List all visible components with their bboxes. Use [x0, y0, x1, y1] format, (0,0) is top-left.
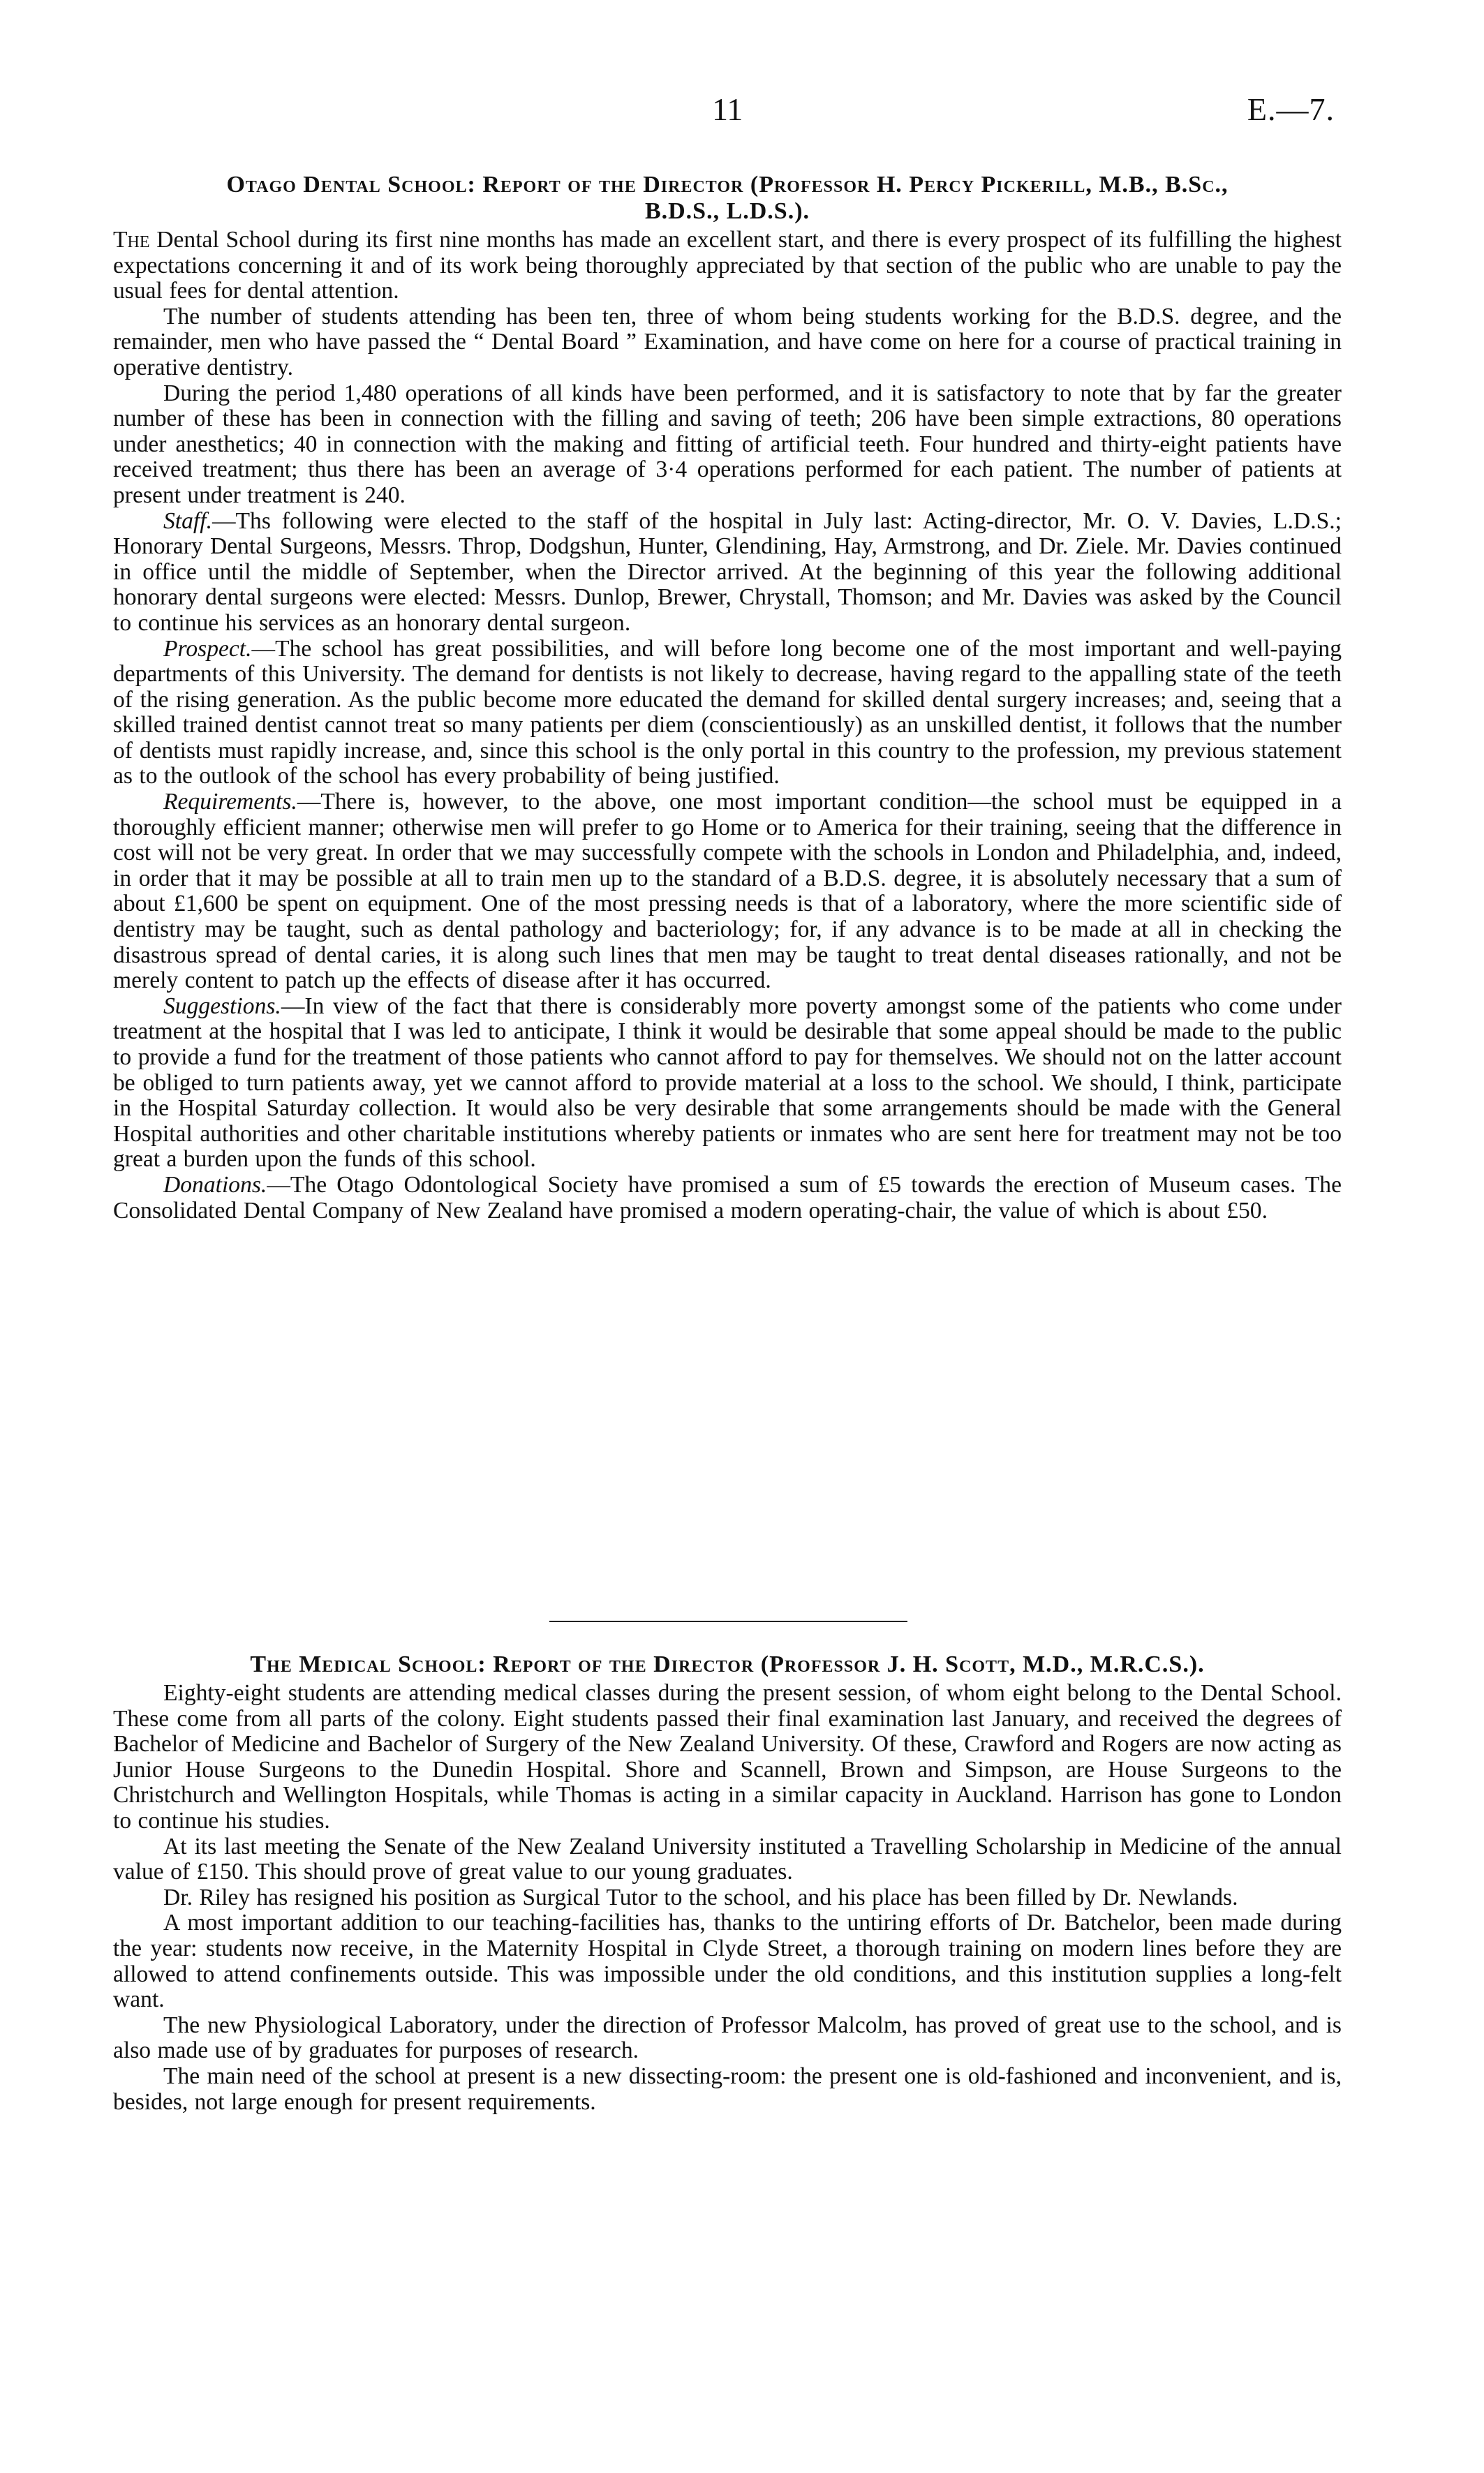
dental-school-report: [113, 172, 1342, 1224]
medical-report-title: [113, 1651, 1342, 1678]
prospect-text: —The school has great possibilities, and will before long become one of the most important and well-paying departments of this University. The demand for dentists is not likely to decrease, having regard to the appalling state of the teeth of the rising generation. As the public become more educated the demand for skilled dental surgery increases; and, seeing that a skilled trained dentist cannot treat so many patients per diem (conscientiously) as an unskilled dentist, it follows that the number of dentists must rapidly increase, and, since this school is the only portal in this country to the profession, my previous statement as to the outlook of the school has every probability of being justified.: [113, 635, 1342, 789]
document-reference: E.—7.: [1247, 91, 1335, 127]
requirements-heading: Requirements.: [163, 789, 297, 815]
medical-paragraph-1: Eighty-eight students are attending medical classes during the present session, of whom eight belong to the Dental School. These come from all parts of the colony. Eight students passed their final examination last January, and received the degrees of Bachelor of Medicine and Bachelor of Surgery of the New Zealand University. Of these, Crawford and Rogers are now acting as Junior House Surgeons to the Dunedin Hospital. Shore and Scannell, Brown and Simpson, are House Surgeons to the Christchurch and Wellington Hospitals, while Thomas is acting in a similar capacity in Auckland. Harrison has gone to London to continue his studies.: [113, 1680, 1342, 1834]
staff-heading: Staff.: [163, 507, 212, 534]
medical-paragraph-3: Dr. Riley has resigned his position as Surgical Tutor to the school, and his place has been filled by Dr. Newlands.: [163, 1884, 1238, 1910]
dental-title-line-2: B.D.S., L.D.S.).: [644, 198, 810, 224]
dental-lead-word: The: [113, 227, 150, 253]
dental-paragraph-1-text: Dental School during its first nine months has made an excellent start, and there is every prospect of its fulfilling the highest expectations concerning it and of its work being thoroughly appreciated by that section of the public who are unable to pay the usual fees for dental attention.: [113, 227, 1342, 304]
dental-report-title: [113, 172, 1342, 225]
dental-paragraph-1: [113, 228, 1342, 304]
suggestions-heading: Suggestions.: [163, 993, 281, 1019]
section-divider: [549, 1621, 907, 1622]
medical-title-text: The Medical School: Report of the Director (Professor J. H. Scott, M.D., M.R.C.S.).: [250, 1651, 1205, 1677]
medical-paragraph-2: At its last meeting the Senate of the New Zealand University instituted a Travelling Scholarship in Medicine of the annual value of £150. This should prove of great value to our young graduates.: [113, 1833, 1342, 1885]
dental-paragraph-2: The number of students attending has been ten, three of whom being students working for the B.D.S. degree, and the remainder, men who have passed the “ Dental Board ” Examination, and have come on here for a course of practical training in operative dentistry.: [113, 303, 1342, 380]
medical-paragraph-6: The main need of the school at present is a new dissecting-room: the present one is old-fashioned and inconvenient, and is, besides, not large enough for present requirements.: [113, 2063, 1342, 2115]
requirements-paragraph: [113, 789, 1342, 994]
staff-paragraph: [113, 509, 1342, 637]
medical-paragraph-4: A most important addition to our teaching-facilities has, thanks to the untiring efforts of Dr. Batchelor, been made during the year: students now receive, in the Maternity Hospital in Clyde Street, a thorough training on modern lines before they are allowed to attend confinements outside. This was impossible under the old conditions, and this institution supplies a long-felt want.: [113, 1910, 1342, 2013]
suggestions-paragraph: [113, 994, 1342, 1173]
page-number: 11: [712, 91, 743, 127]
suggestions-text: —In view of the fact that there is considerably more poverty amongst some of the patients who come under treatment at the hospital that I was led to anticipate, I think it would be desirable that some appeal should be made to the public to provide a fund for the treatment of those patients who cannot afford to pay for themselves. We should not on the latter account be obliged to turn patients away, yet we cannot afford to provide material at a loss to the school. We should, I think, participate in the Hospital Saturday collection. It would also be very desirable that some arrangements should be made with the General Hospital authorities and other charitable institutions whereby patients or inmates who are sent here for treatment may not be too great a burden upon the funds of this school.: [113, 993, 1342, 1173]
requirements-text: —There is, however, to the above, one most important condition—the school must be equipped in a thoroughly efficient manner; otherwise men will prefer to go Home or to America for their training, seeing that the difference in cost will not be very great. In order that we may successfully compete with the schools in London and Philadelphia, and, indeed, in order that it may be possible at all to train men up to the standard of a B.D.S. degree, it is absolutely necessary that a sum of about £1,600 be spent on equipment. One of the most pressing needs is that of a laboratory, where the more scientific side of dentistry may be taught, such as dental pathology and bacteriology; for, if any advance is to be made at all in checking the disastrous spread of dental caries, it is along such lines that men may be taught to treat dental diseases rationally, and not be merely content to patch up the effects of disease after it has occurred.: [113, 789, 1342, 994]
donations-text: —The Otago Odontological Society have promised a sum of £5 towards the erection of Museum cases. The Consolidated Dental Company of New Zealand have promised a modern operating-chair, the value of which is about £50.: [113, 1171, 1342, 1224]
staff-text: —Ths following were elected to the staff of the hospital in July last: Acting-director, Mr. O. V. Davies, L.D.S.; Honorary Dental Surgeons, Messrs. Throp, Dodgshun, Hunter, Glendining, Hay, Armstrong, and Dr. Ziele. Mr. Davies continued in office until the middle of September, when the Director arrived. At the beginning of this year the following additional honorary dental surgeons were elected: Messrs. Dunlop, Brewer, Chrystall, Thomson; and Mr. Davies was asked by the Council to continue his services as an honorary dental surgeon.: [113, 507, 1342, 636]
donations-paragraph: [113, 1173, 1342, 1224]
page-header: [113, 91, 1342, 133]
dental-paragraph-3: During the period 1,480 operations of all kinds have been performed, and it is satisfactory to note that by far the greater number of these has been in connection with the filling and saving of teeth; 206 have been simple extractions, 80 operations under anesthetics; 40 in connection with the making and fitting of artificial teeth. Four hundred and thirty-eight patients have received treatment; thus there has been an average of 3·4 operations performed for each patient. The number of patients at present under treatment is 240.: [113, 380, 1342, 508]
medical-school-report: [113, 1651, 1342, 2115]
prospect-paragraph: [113, 637, 1342, 790]
donations-heading: Donations.: [163, 1171, 267, 1198]
dental-title-line-1: Otago Dental School: Report of the Director (Professor H. Percy Pickerill, M.B., B.Sc.,: [226, 172, 1229, 198]
prospect-heading: Prospect.: [163, 635, 252, 662]
medical-paragraph-5: The new Physiological Laboratory, under the direction of Professor Malcolm, has proved of great use to the school, and is also made use of by graduates for purposes of research.: [113, 2012, 1342, 2064]
